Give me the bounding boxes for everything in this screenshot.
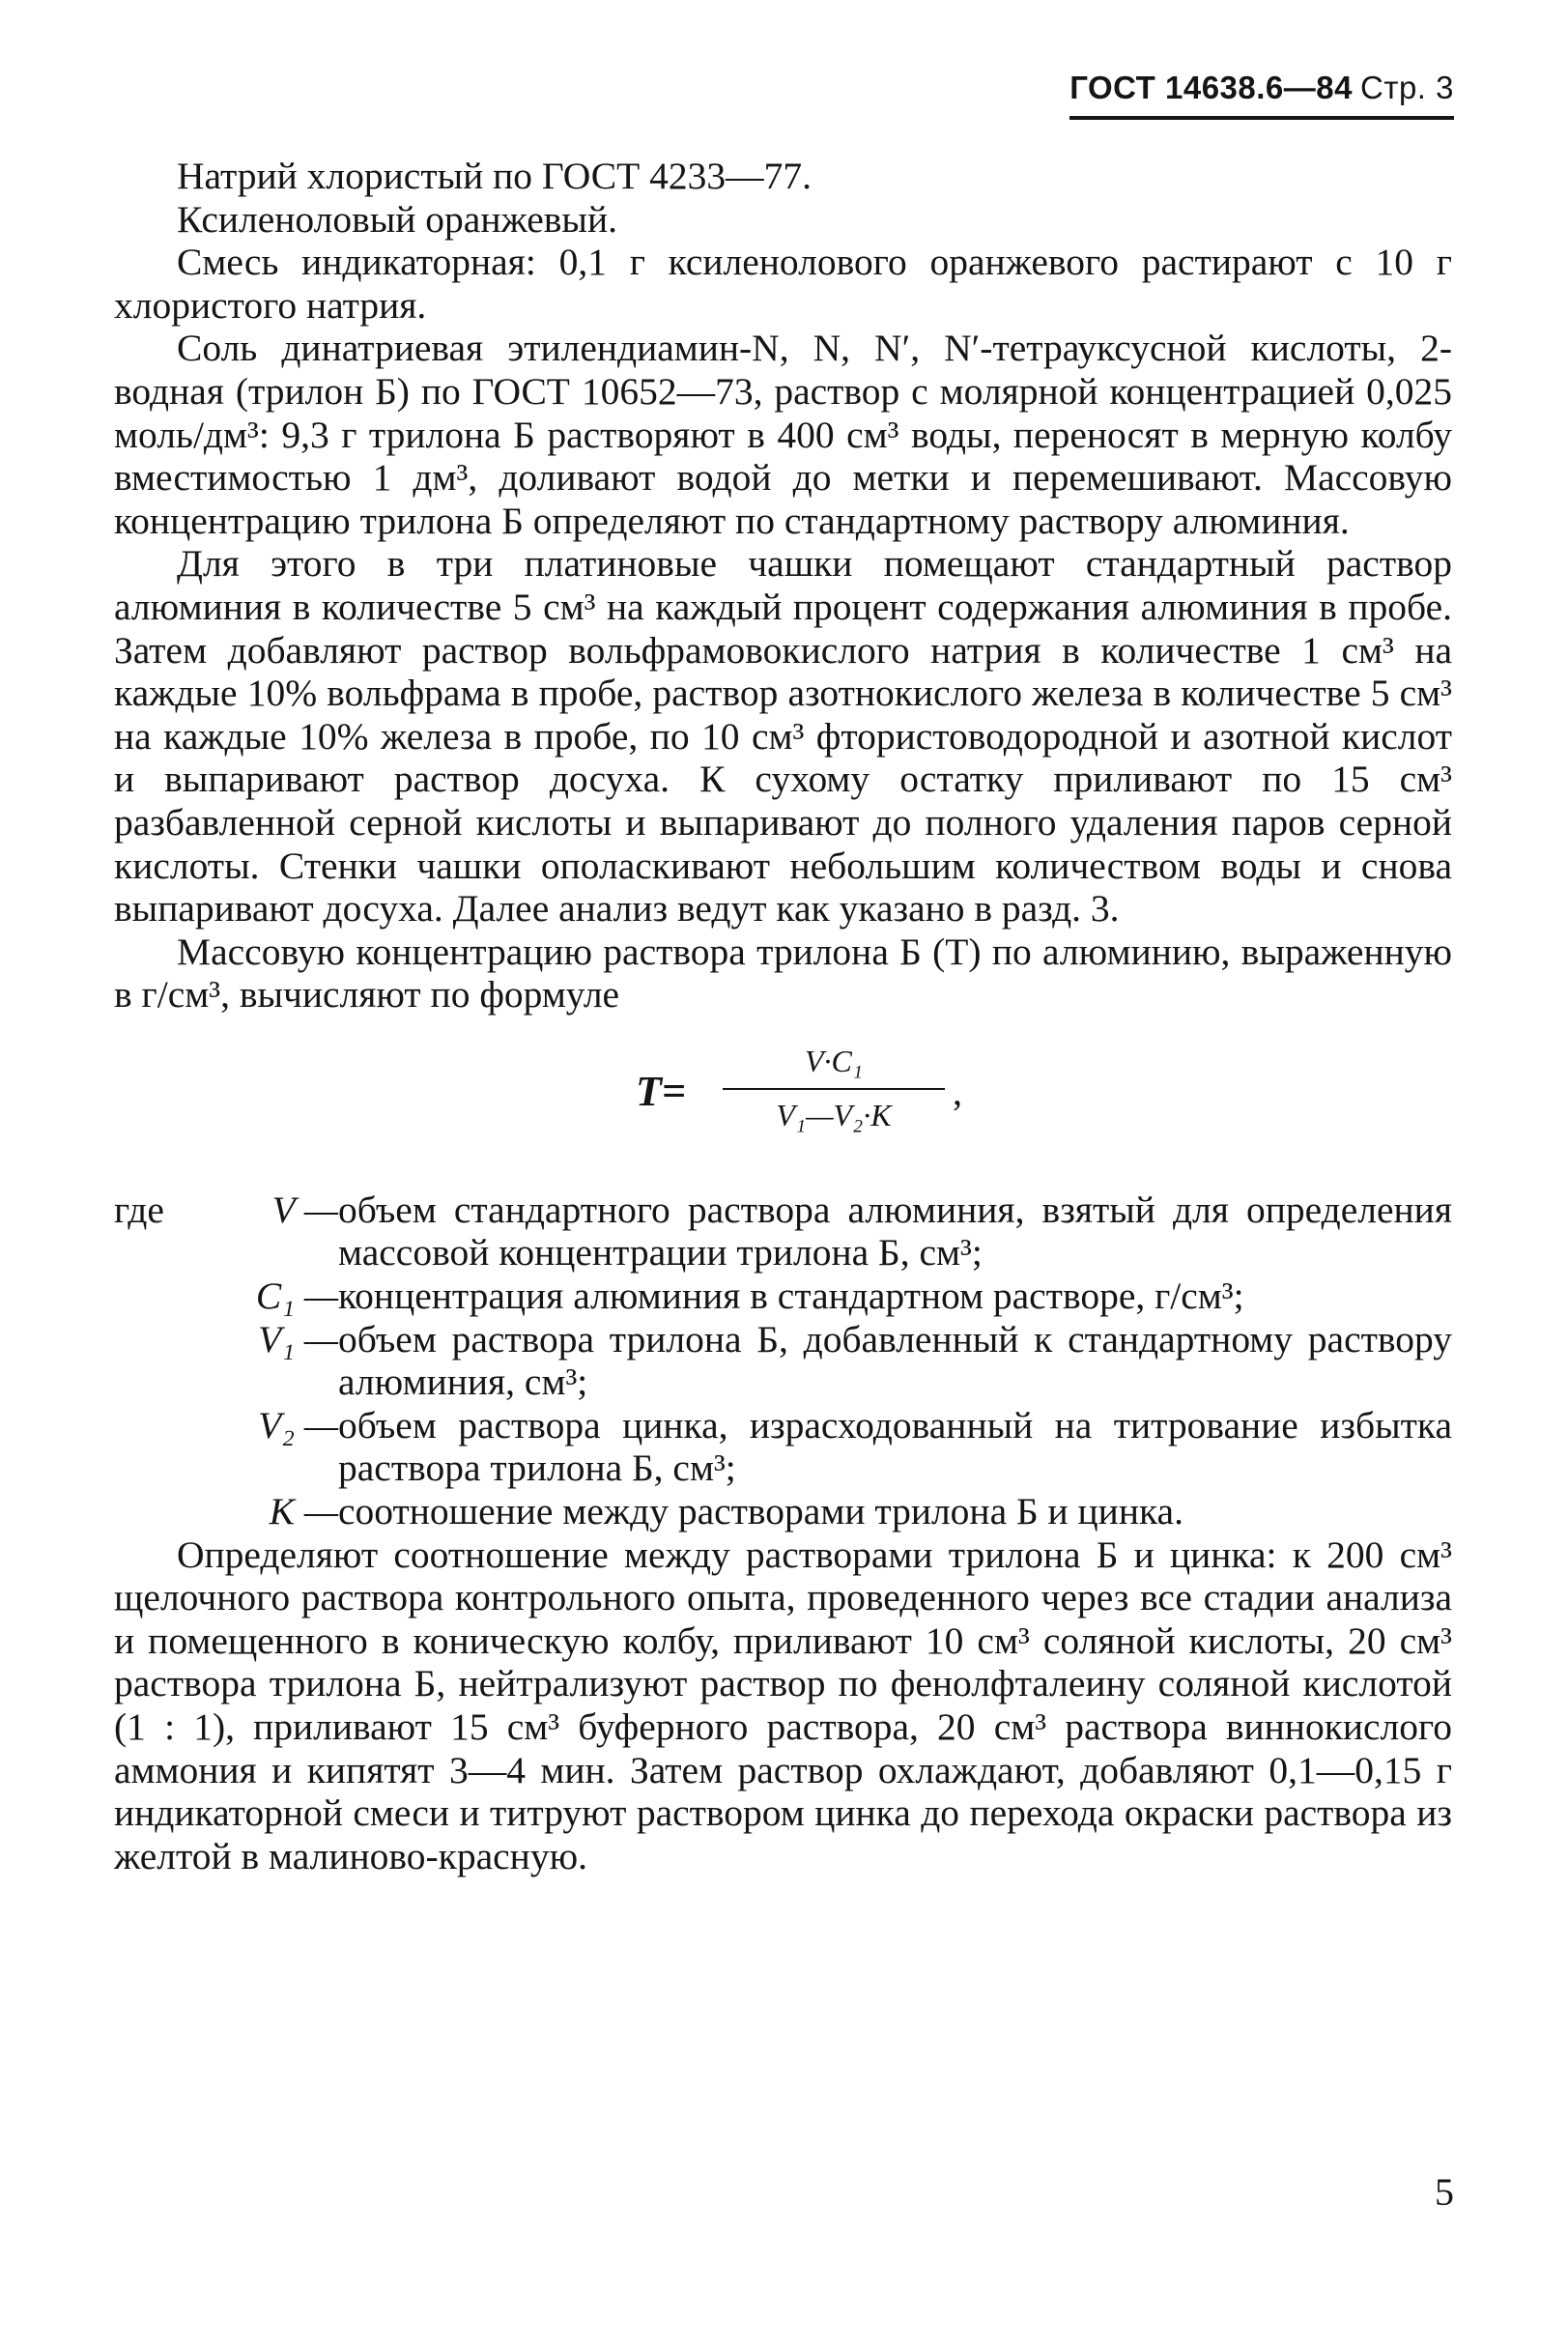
standard-number: ГОСТ 14638.6—84 (1069, 70, 1353, 105)
definition-symbol: V₂ — (258, 1403, 338, 1447)
running-header (1069, 70, 1454, 120)
paragraph: Смесь индикаторная: 0,1 г ксиленолового оранжевого растирают с 10 г хлористого натрия. (114, 241, 1452, 327)
definition-item (114, 1490, 1452, 1533)
definition-symbol: C₁ — (255, 1275, 338, 1318)
definition-symbol: V₁ — (258, 1317, 338, 1361)
definition-text: объем стандартного раствора алюминия, взятый для определения массовой концентрации трилона Б, см³; (338, 1188, 1452, 1275)
definition-text: концентрация алюминия в стандартном растворе, г/см³; (338, 1275, 1244, 1318)
definition-text: соотношение между растворами трилона Б и цинка. (338, 1490, 1183, 1533)
formula-lhs: T= (636, 1067, 686, 1115)
definition-item (114, 1404, 1452, 1490)
definition-text: объем раствора трилона Б, добавленный к стандартному раствору алюминия, см³; (338, 1317, 1452, 1404)
definitions-list (114, 1189, 1452, 1533)
definition-text: объем раствора цинка, израсходованный на титрование избытка раствора трилона Б, см³; (338, 1403, 1452, 1490)
paragraph: Соль динатриевая этилендиамин-N, N, N′, N′-тетрауксусной кислоты, 2-водная (трилон Б) по ГОСТ 10652—73, раствор с молярной концентрацией 0,025 моль/дм³: 9,3 г трилона Б растворяют в 400 см³ воды, переносят в мерную колбу вместимостью 1 дм³, доливают водой до метки и перемешивают. Массовую концентрацию трилона Б определяют по стандартному раствору алюминия. (114, 327, 1452, 542)
definition-symbol: V — (271, 1188, 338, 1231)
formula-denominator: V₁—V₂·K (776, 1098, 892, 1133)
header-page: Стр. 3 (1360, 70, 1454, 105)
paragraph: Для этого в три платиновые чашки помещают стандартный раствор алюминия в количестве 5 см³ на каждый процент содержания алюминия в пробе. Затем добавляют раствор вольфрамовокислого натрия в количестве 1 см³ на каждые 10% вольфрама в пробе, раствор азотнокислого железа в количестве 5 см³ на каждые 10% железа в пробе, по 10 см³ фтористоводородной и азотной кислот и выпаривают раствор досуха. К сухому остатку приливают по 15 см³ разбавленной серной кислоты и выпаривают до полного удаления паров серной кислоты. Стенки чашки ополаскивают небольшим количеством воды и снова выпаривают досуха. Далее анализ ведут как указано в разд. 3. (114, 542, 1452, 931)
definition-item (114, 1275, 1452, 1318)
paragraph: Определяют соотношение между растворами трилона Б и цинка: к 200 см³ щелочного раствора контрольного опыта, проведенного через все стадии анализа и помещенного в коническую колбу, приливают 10 см³ соляной кислоты, 20 см³ раствора трилона Б, нейтрализуют раствор по фенолфталеину соляной кислотой (1 : 1), приливают 15 см³ буферного раствора, 20 см³ раствора виннокислого аммония и кипятят 3—4 мин. Затем раствор охлаждают, добавляют 0,1—0,15 г индикаторной смеси и титруют раствором цинка до перехода окраски раствора из желтой в малиново-красную. (114, 1533, 1452, 1877)
formula-numerator: V·C₁ (723, 1040, 945, 1091)
paragraph: Натрий хлористый по ГОСТ 4233—77. (177, 155, 812, 197)
definition-item (114, 1189, 1452, 1275)
formula-comma: , (953, 1069, 962, 1113)
definition-symbol: K — (269, 1490, 338, 1533)
paragraph: Ксиленоловый оранжевый. (177, 197, 617, 241)
formula-fraction (723, 1040, 945, 1137)
definition-item (114, 1318, 1452, 1404)
document-body (114, 155, 1452, 1877)
paragraph: Массовую концентрацию раствора трилона Б (T) по алюминию, выраженную в г/см³, вычисляют по формуле (114, 930, 1452, 1017)
formula (114, 1036, 1452, 1161)
where-word: где (114, 1188, 164, 1231)
page-number: 5 (1435, 2170, 1454, 2214)
